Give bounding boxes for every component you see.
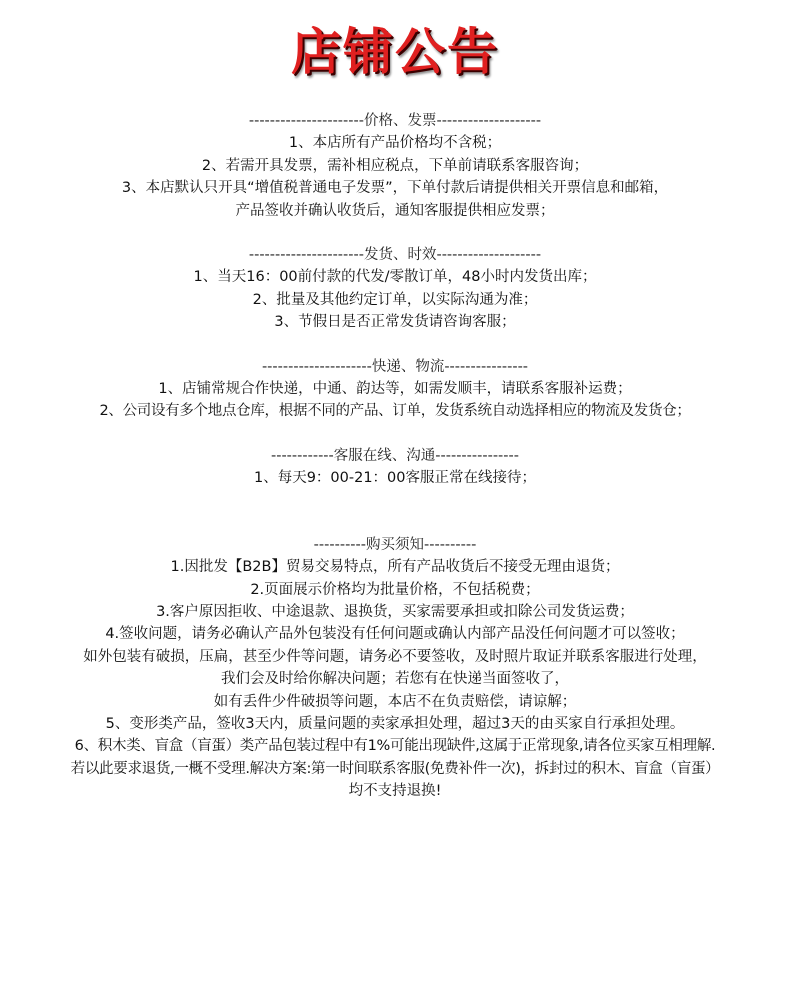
- purchase-line-2: 2.页面展示价格均为批量价格，不包括税费；: [250, 581, 540, 598]
- spacer: [0, 490, 790, 534]
- section-purchase-notes: [0, 534, 790, 803]
- shipping-line-3: 3、节假日是否正常发货请咨询客服；: [274, 314, 516, 331]
- purchase-line-10: 若以此要求退货,一概不受理.解决方案:第一时间联系客服(免费补件一次)，拆封过的积木、盲盒（盲蛋）: [70, 760, 720, 777]
- purchase-line-6: 我们会及时给你解决问题；若您有在快递当面签收了，: [221, 671, 569, 688]
- price-line-3: 3、本店默认只开具“增值税普通电子发票”，下单付款后请提供相关开票信息和邮箱，: [121, 180, 669, 197]
- purchase-line-11: 均不支持退换!: [348, 783, 442, 800]
- purchase-line-1: 1.因批发【B2B】贸易交易特点，所有产品收货后不接受无理由退货；: [170, 559, 620, 576]
- price-line-4: 产品签收并确认收货后，通知客服提供相应发票；: [235, 202, 555, 219]
- section-shipping-time: [0, 244, 790, 334]
- purchase-line-8: 5、变形类产品，签收3天内，质量问题的卖家承担处理，超过3天的由买家自行承担处理。: [105, 715, 685, 732]
- service-line-1: 1、每天9：00-21：00客服正常在线接待；: [253, 470, 537, 487]
- purchase-line-4: 4.签收问题，请务必确认产品外包装没有任何问题或确认内部产品没任何问题才可以签收；: [105, 626, 685, 643]
- purchase-line-9: 6、积木类、盲盒（盲蛋）类产品包装过程中有1%可能出现缺件,这属于正常现象,请各位买家互相理解.: [74, 738, 716, 755]
- spacer: [0, 423, 790, 445]
- express-line-1: 1、店铺常规合作快递，中通、韵达等，如需发顺丰，请联系客服补运费；: [158, 381, 632, 398]
- express-line-2: 2、公司设有多个地点仓库，根据不同的产品、订单，发货系统自动选择相应的物流及发货仓；: [99, 403, 691, 420]
- section-heading-express-logistics: ---------------------快递、物流----------------: [261, 358, 529, 375]
- section-customer-service: [0, 445, 790, 490]
- section-heading-customer-service: ------------客服在线、沟通----------------: [270, 447, 519, 464]
- spacer: [0, 334, 790, 356]
- notice-body: [0, 110, 790, 803]
- shipping-line-1: 1、当天16：00前付款的代发/零散订单，48小时内发货出库；: [193, 269, 597, 286]
- section-heading-price-invoice: ----------------------价格、发票--------------------: [248, 113, 542, 129]
- price-line-2: 2、若需开具发票，需补相应税点，下单前请联系客服咨询；: [201, 157, 589, 174]
- section-express-logistics: [0, 356, 790, 423]
- section-price-invoice: [0, 110, 790, 222]
- section-heading-shipping-time: ----------------------发货、时效--------------------: [248, 247, 542, 264]
- page-title: 店铺公告: [291, 23, 499, 81]
- spacer: [0, 222, 790, 244]
- section-heading-purchase-notes: ----------购买须知----------: [313, 536, 477, 553]
- shipping-line-2: 2、批量及其他约定订单，以实际沟通为准；: [252, 291, 538, 308]
- purchase-line-5: 如外包装有破损，压扁，甚至少件等问题，请务必不要签收，及时照片取证并联系客服进行处理，: [83, 648, 707, 665]
- purchase-line-7: 如有丢件少件破损等问题，本店不在负责赔偿，请谅解；: [213, 693, 577, 710]
- price-line-1: 1、本店所有产品价格均不含税；: [288, 135, 502, 152]
- purchase-line-3: 3.客户原因拒收、中途退款、退换货，买家需要承担或扣除公司发货运费；: [156, 603, 634, 620]
